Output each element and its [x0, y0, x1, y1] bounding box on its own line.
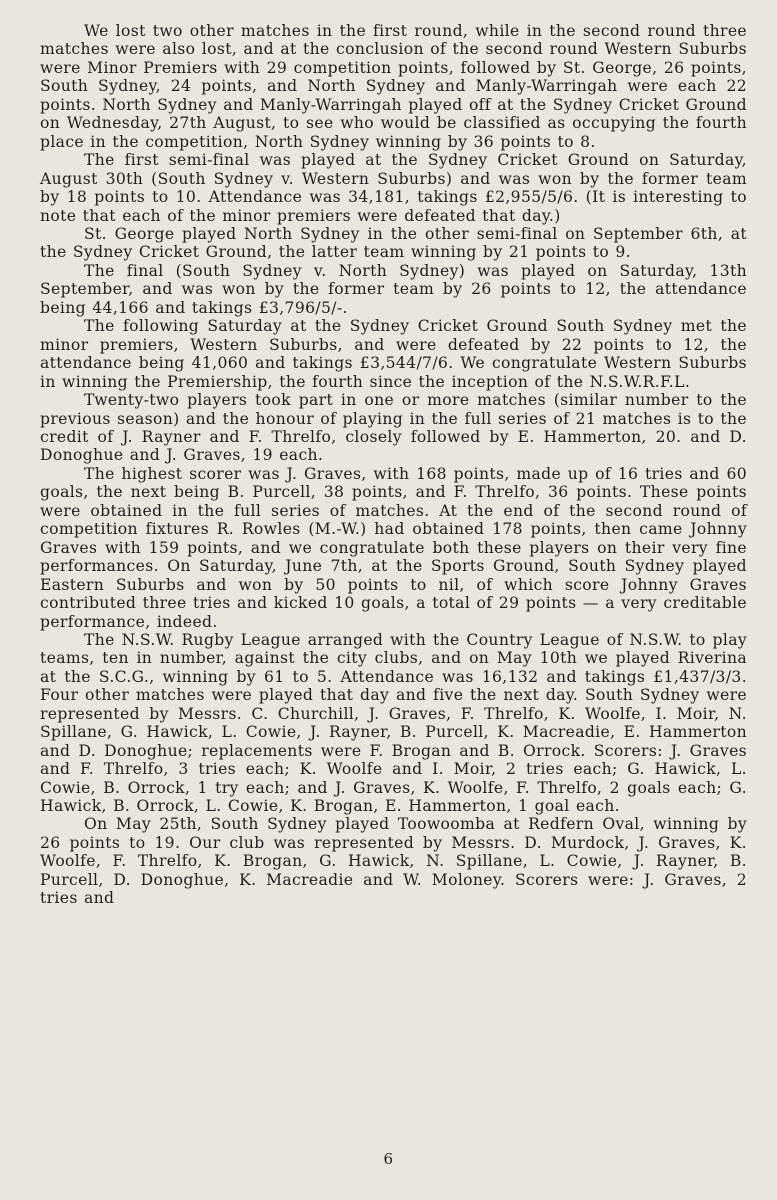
page-number: 6 [383, 1150, 394, 1168]
paragraph-players: Twenty-two players took part in one or more matches (similar number to the previous season) and the honour of playing in the full series of 21 matches is to the credit of J. Rayner and F. Threlfo, closely followed by E. Hammerton, 20. and D. Donoghue and J. Graves, 19 each. [40, 391, 747, 465]
paragraph-second-semi-final: St. George played North Sydney in the other semi-final on September 6th, at the Sydney Cricket Ground, the latter team winning by 21 points to 9. [40, 224, 747, 262]
paragraph-round-summary: We lost two other matches in the first round, while in the second round three matches were also lost, and at the conclusion of the second round Western Suburbs were Minor Premiers with 29 competition points, followed by St. George, 26 points, South Sydney, 24 points, and North Sydney and Manly-Warringah were each 22 points. North Sydney and Manly-Warringah played off at the Sydney Cricket Ground on Wednesday, 27th August, to see who would be classified as occupying the fourth place in the competition, North Sydney winning by 36 points to 8. [40, 22, 747, 151]
paragraph-toowoomba: On May 25th, South Sydney played Toowoomba at Redfern Oval, winning by 26 points to 19. Our club was represented by Messrs. D. Murdock, J. Graves, K. Woolfe, F. Threlfo, K. Brogan, G. Hawick, N. Spillane, L. Cowie, J. Rayner, B. Purcell, D. Donoghue, K. Macreadie and W. Moloney. Scorers were: J. Graves, 2 tries and [40, 815, 747, 908]
paragraph-final: The final (South Sydney v. North Sydney) was played on Saturday, 13th September, and was won by the former team by 26 points to 12, the attendance being 44,166 and takings £3,796/5/-. [40, 261, 747, 317]
paragraph-country-league: The N.S.W. Rugby League arranged with the Country League of N.S.W. to play teams, ten in number, against the city clubs, and on May 10th we played Riverina at the S.C.G., winning by 61 to 5. Attendance was 16,132 and takings £1,437/3/3. Four other matches were played that day and five the next day. South Sydney were represented by Messrs. C. Churchill, J. Graves, F. Threlfo, K. Woolfe, I. Moir, N. Spillane, G. Hawick, L. Cowie, J. Rayner, B. Purcell, K. Macreadie, E. Hammerton and D. Donoghue; replacements were F. Brogan and B. Orrock. Scorers: J. Graves and F. Threlfo, 3 tries each; K. Woolfe and I. Moir, 2 tries each; G. Hawick, L. Cowie, B. Orrock, 1 try each; and J. Graves, K. Woolfe, F. Threlfo, 2 goals each; G. Hawick, B. Orrock, L. Cowie, K. Brogan, E. Hammerton, 1 goal each. [40, 630, 747, 816]
paragraph-grand-final: The following Saturday at the Sydney Cricket Ground South Sydney met the minor premiers, Western Suburbs, and were defeated by 22 points to 12, the attendance being 41,060 and takings £3,544/7/6. We congratulate Western Suburbs in winning the Premiership, the fourth since the inception of the N.S.W.R.F.L. [40, 317, 747, 391]
paragraph-highest-scorer: The highest scorer was J. Graves, with 168 points, made up of 16 tries and 60 goals, the next being B. Purcell, 38 points, and F. Threlfo, 36 points. These points were obtained in the full series of matches. At the end of the second round of competition fixtures R. Rowles (M.-W.) had obtained 178 points, then came Johnny Graves with 159 points, and we congratulate both these players on their very fine performances. On Saturday, June 7th, at the Sports Ground, South Sydney played Eastern Suburbs and won by 50 points to nil, of which score Johnny Graves contributed three tries and kicked 10 goals, a total of 29 points — a very creditable performance, indeed. [40, 464, 747, 631]
paragraph-first-semi-final: The first semi-final was played at the Sydney Cricket Ground on Saturday, August 30th (South Sydney v. Western Suburbs) and was won by the former team by 18 points to 10. Attendance was 34,181, takings £2,955/5/6. (It is interesting to note that each of the minor premiers were defeated that day.) [40, 151, 747, 225]
